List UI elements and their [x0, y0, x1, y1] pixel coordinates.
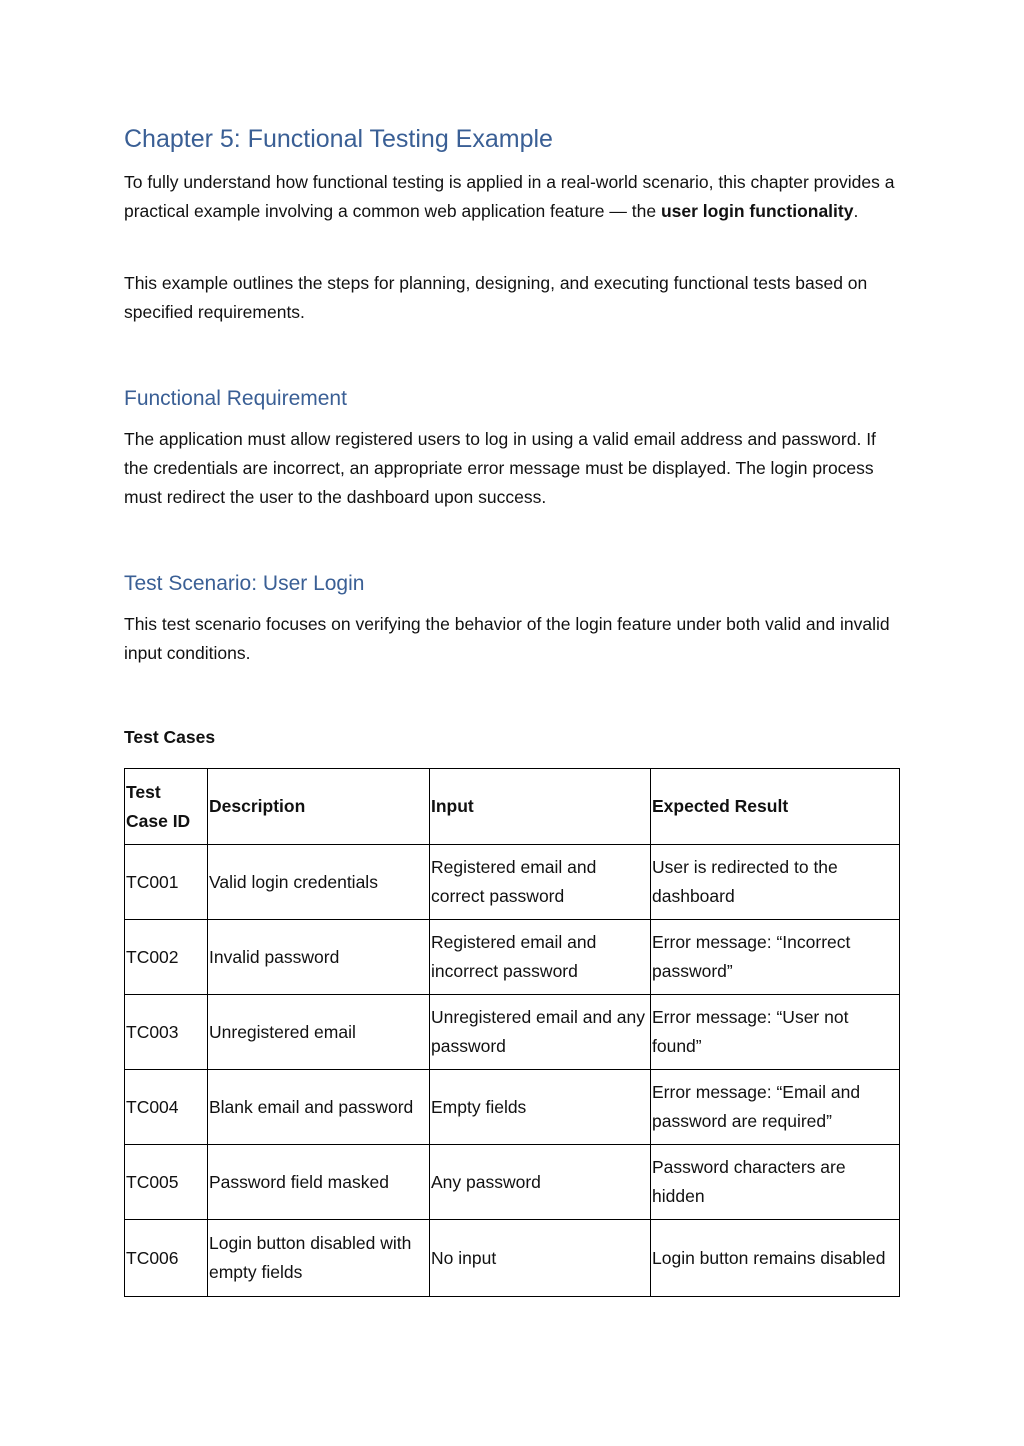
table-row — [125, 920, 900, 995]
cell-id: TC004 — [125, 1070, 208, 1145]
cell-input: No input — [430, 1220, 651, 1297]
table-row — [125, 1070, 900, 1145]
cell-expected: User is redirected to the dashboard — [651, 845, 900, 920]
intro-paragraph — [124, 168, 900, 226]
scenario-heading: Test Scenario: User Login — [124, 572, 365, 595]
scenario-text: This test scenario focuses on verifying the behavior of the login feature under both valid and invalid input conditions. — [124, 614, 890, 663]
intro-end: . — [853, 201, 859, 221]
cell-description: Valid login credentials — [208, 845, 430, 920]
cell-id: TC003 — [125, 995, 208, 1070]
requirement-text: The application must allow registered users to log in using a valid email address and password. If the credentials are incorrect, an appropriate error message must be displayed. The login process must redirect the user to the dashboard upon success. — [124, 429, 876, 507]
cell-description: Login button disabled with empty fields — [208, 1220, 430, 1297]
intro-paragraph-2: This example outlines the steps for planning, designing, and executing functional tests based on specified requirements. — [124, 273, 868, 322]
cell-input: Unregistered email and any password — [430, 995, 651, 1070]
table-row — [125, 845, 900, 920]
cell-description: Unregistered email — [208, 995, 430, 1070]
table-row — [125, 1220, 900, 1297]
cell-expected: Error message: “Incorrect password” — [651, 920, 900, 995]
table-row — [125, 995, 900, 1070]
cell-description: Invalid password — [208, 920, 430, 995]
requirement-heading: Functional Requirement — [124, 387, 347, 410]
cell-input: Registered email and correct password — [430, 845, 651, 920]
cell-description: Password field masked — [208, 1145, 430, 1220]
header-test-case-id: Test Case ID — [125, 769, 208, 845]
cell-expected: Error message: “Email and password are required” — [651, 1070, 900, 1145]
table-caption: Test Cases — [124, 727, 216, 747]
header-input: Input — [430, 769, 651, 845]
cell-expected: Error message: “User not found” — [651, 995, 900, 1070]
table-row — [125, 1145, 900, 1220]
cell-expected: Login button remains disabled — [651, 1220, 900, 1297]
intro-bold-term: user login functionality — [660, 201, 854, 221]
cell-input: Registered email and incorrect password — [430, 920, 651, 995]
header-description: Description — [208, 769, 430, 845]
chapter-title: Chapter 5: Functional Testing Example — [124, 125, 553, 153]
test-cases-table — [124, 768, 900, 1297]
cell-id: TC005 — [125, 1145, 208, 1220]
table-header-row — [125, 769, 900, 845]
cell-description: Blank email and password — [208, 1070, 430, 1145]
cell-expected: Password characters are hidden — [651, 1145, 900, 1220]
intro-text: To fully understand how functional testing is applied in a real-world scenario, this chapter provides a practical example involving a common web application feature — the — [124, 172, 895, 221]
cell-id: TC006 — [125, 1220, 208, 1297]
cell-id: TC001 — [125, 845, 208, 920]
cell-input: Any password — [430, 1145, 651, 1220]
header-expected-result: Expected Result — [651, 769, 900, 845]
cell-id: TC002 — [125, 920, 208, 995]
cell-input: Empty fields — [430, 1070, 651, 1145]
